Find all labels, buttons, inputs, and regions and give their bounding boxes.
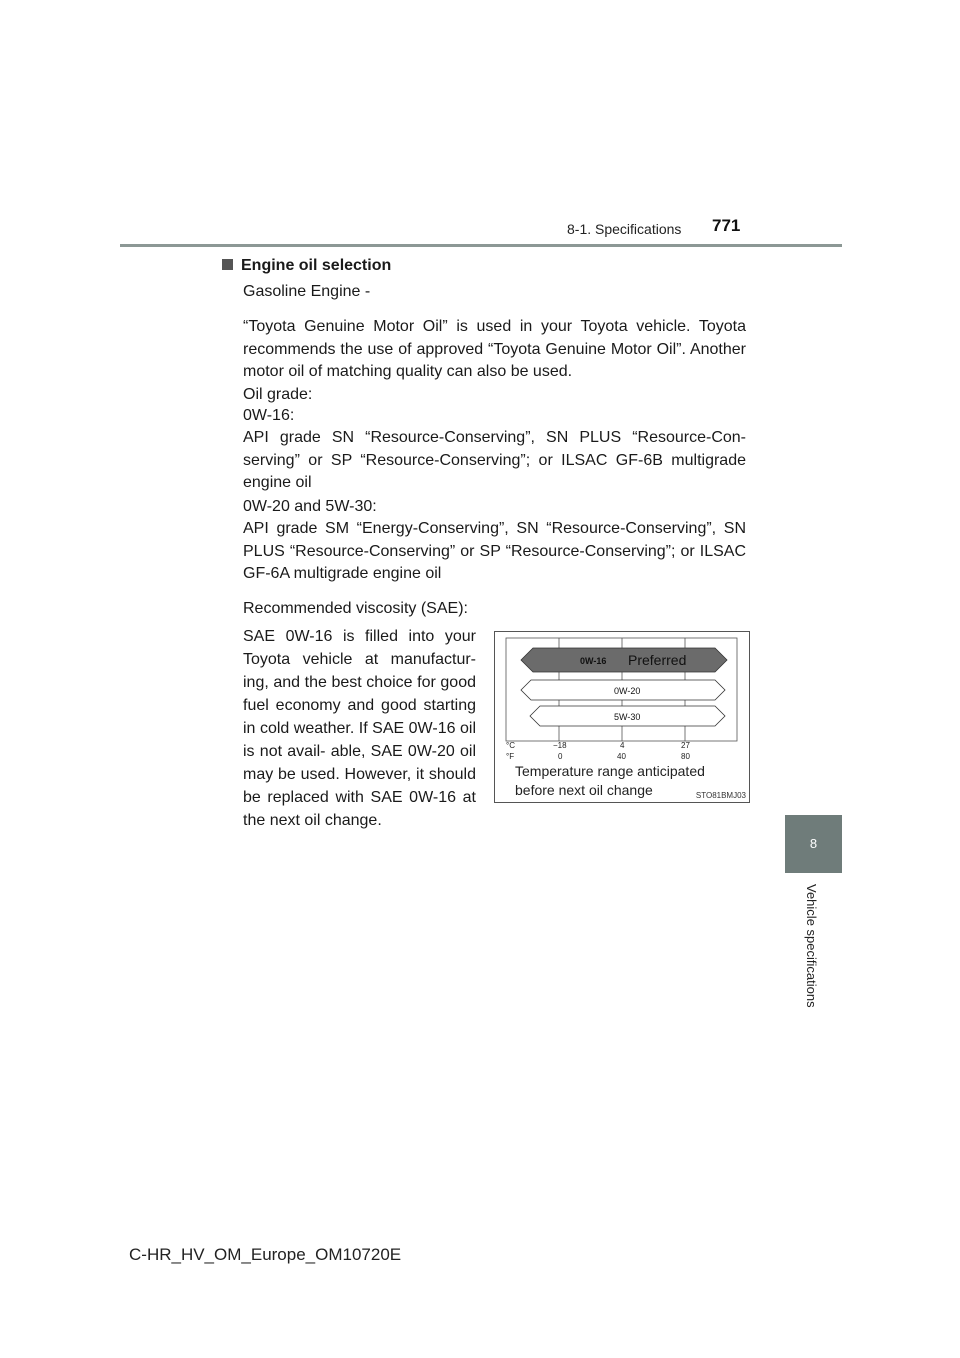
celsius-tick: −18 [553,741,567,750]
paragraph-genuine-oil: “Toyota Genuine Motor Oil” is used in your Toyota vehicle. Toyota recommends the use of approved “Toyota Genuine Motor Oil”. Another motor oil of matching quality can also be used. [243,318,746,380]
section-title-text: Engine oil selection [241,257,392,274]
figure-code: STO81BMJ03 [695,791,746,800]
figure-caption: Temperature range anticipated before next oil change [515,763,705,798]
document-id-footer: C-HR_HV_OM_Europe_OM10720E [129,1245,402,1264]
header-rule [120,244,842,247]
oil-grade-label: Oil grade: [243,386,313,403]
intro-text: Gasoline Engine - [243,283,371,300]
celsius-unit: °C [506,741,515,750]
bar-5w30-label: 5W-30 [614,712,641,722]
running-header-section: 8-1. Specifications [567,221,682,237]
grade-0w16-heading: 0W-16: [243,407,295,424]
viscosity-label: Recommended viscosity (SAE): [243,600,468,617]
section-title [222,255,391,277]
bar-0w16-label: 0W-16 [580,656,607,666]
chapter-tab-label: Vehicle specifications [804,884,819,1008]
fahrenheit-tick: 80 [681,752,690,761]
grade-0w16-body: API grade SN “Resource-Conserving”, SN PLUS “Resource-Con- serving” or SP “Resource-Conserving”; or ILSAC GF-6B multigrade engine oil [243,429,746,491]
bar-0w20-label: 0W-20 [614,686,641,696]
viscosity-text: SAE 0W-16 is filled into your Toyota vehicle at manufactur- ing, and the best choice for good fuel economy and good starting in cold weather. If SAE 0W-16 oil is not avail- able, SAE 0W-20 oil may be used. However, it should be replaced with SAE 0W-16 at the next oil change. [243,628,476,829]
fahrenheit-tick: 0 [558,752,563,761]
chapter-tab[interactable]: 8 [785,815,842,873]
fahrenheit-tick: 40 [617,752,626,761]
celsius-tick: 4 [620,741,625,750]
viscosity-chart [494,631,750,803]
fahrenheit-unit: °F [506,752,515,761]
bar-0w16-note: Preferred [628,652,687,668]
page-number: 771 [712,216,741,235]
grade-0w20-5w30-body: API grade SM “Energy-Conserving”, SN “Resource-Conserving”, SN PLUS “Resource-Conserving” or SP “Resource-Conserving”; or ILSAC GF-6A multigrade engine oil [243,520,746,582]
square-bullet-icon [222,259,233,270]
grade-0w20-5w30-heading: 0W-20 and 5W-30: [243,498,377,515]
bar-0w16 [521,648,727,672]
celsius-tick: 27 [681,741,690,750]
